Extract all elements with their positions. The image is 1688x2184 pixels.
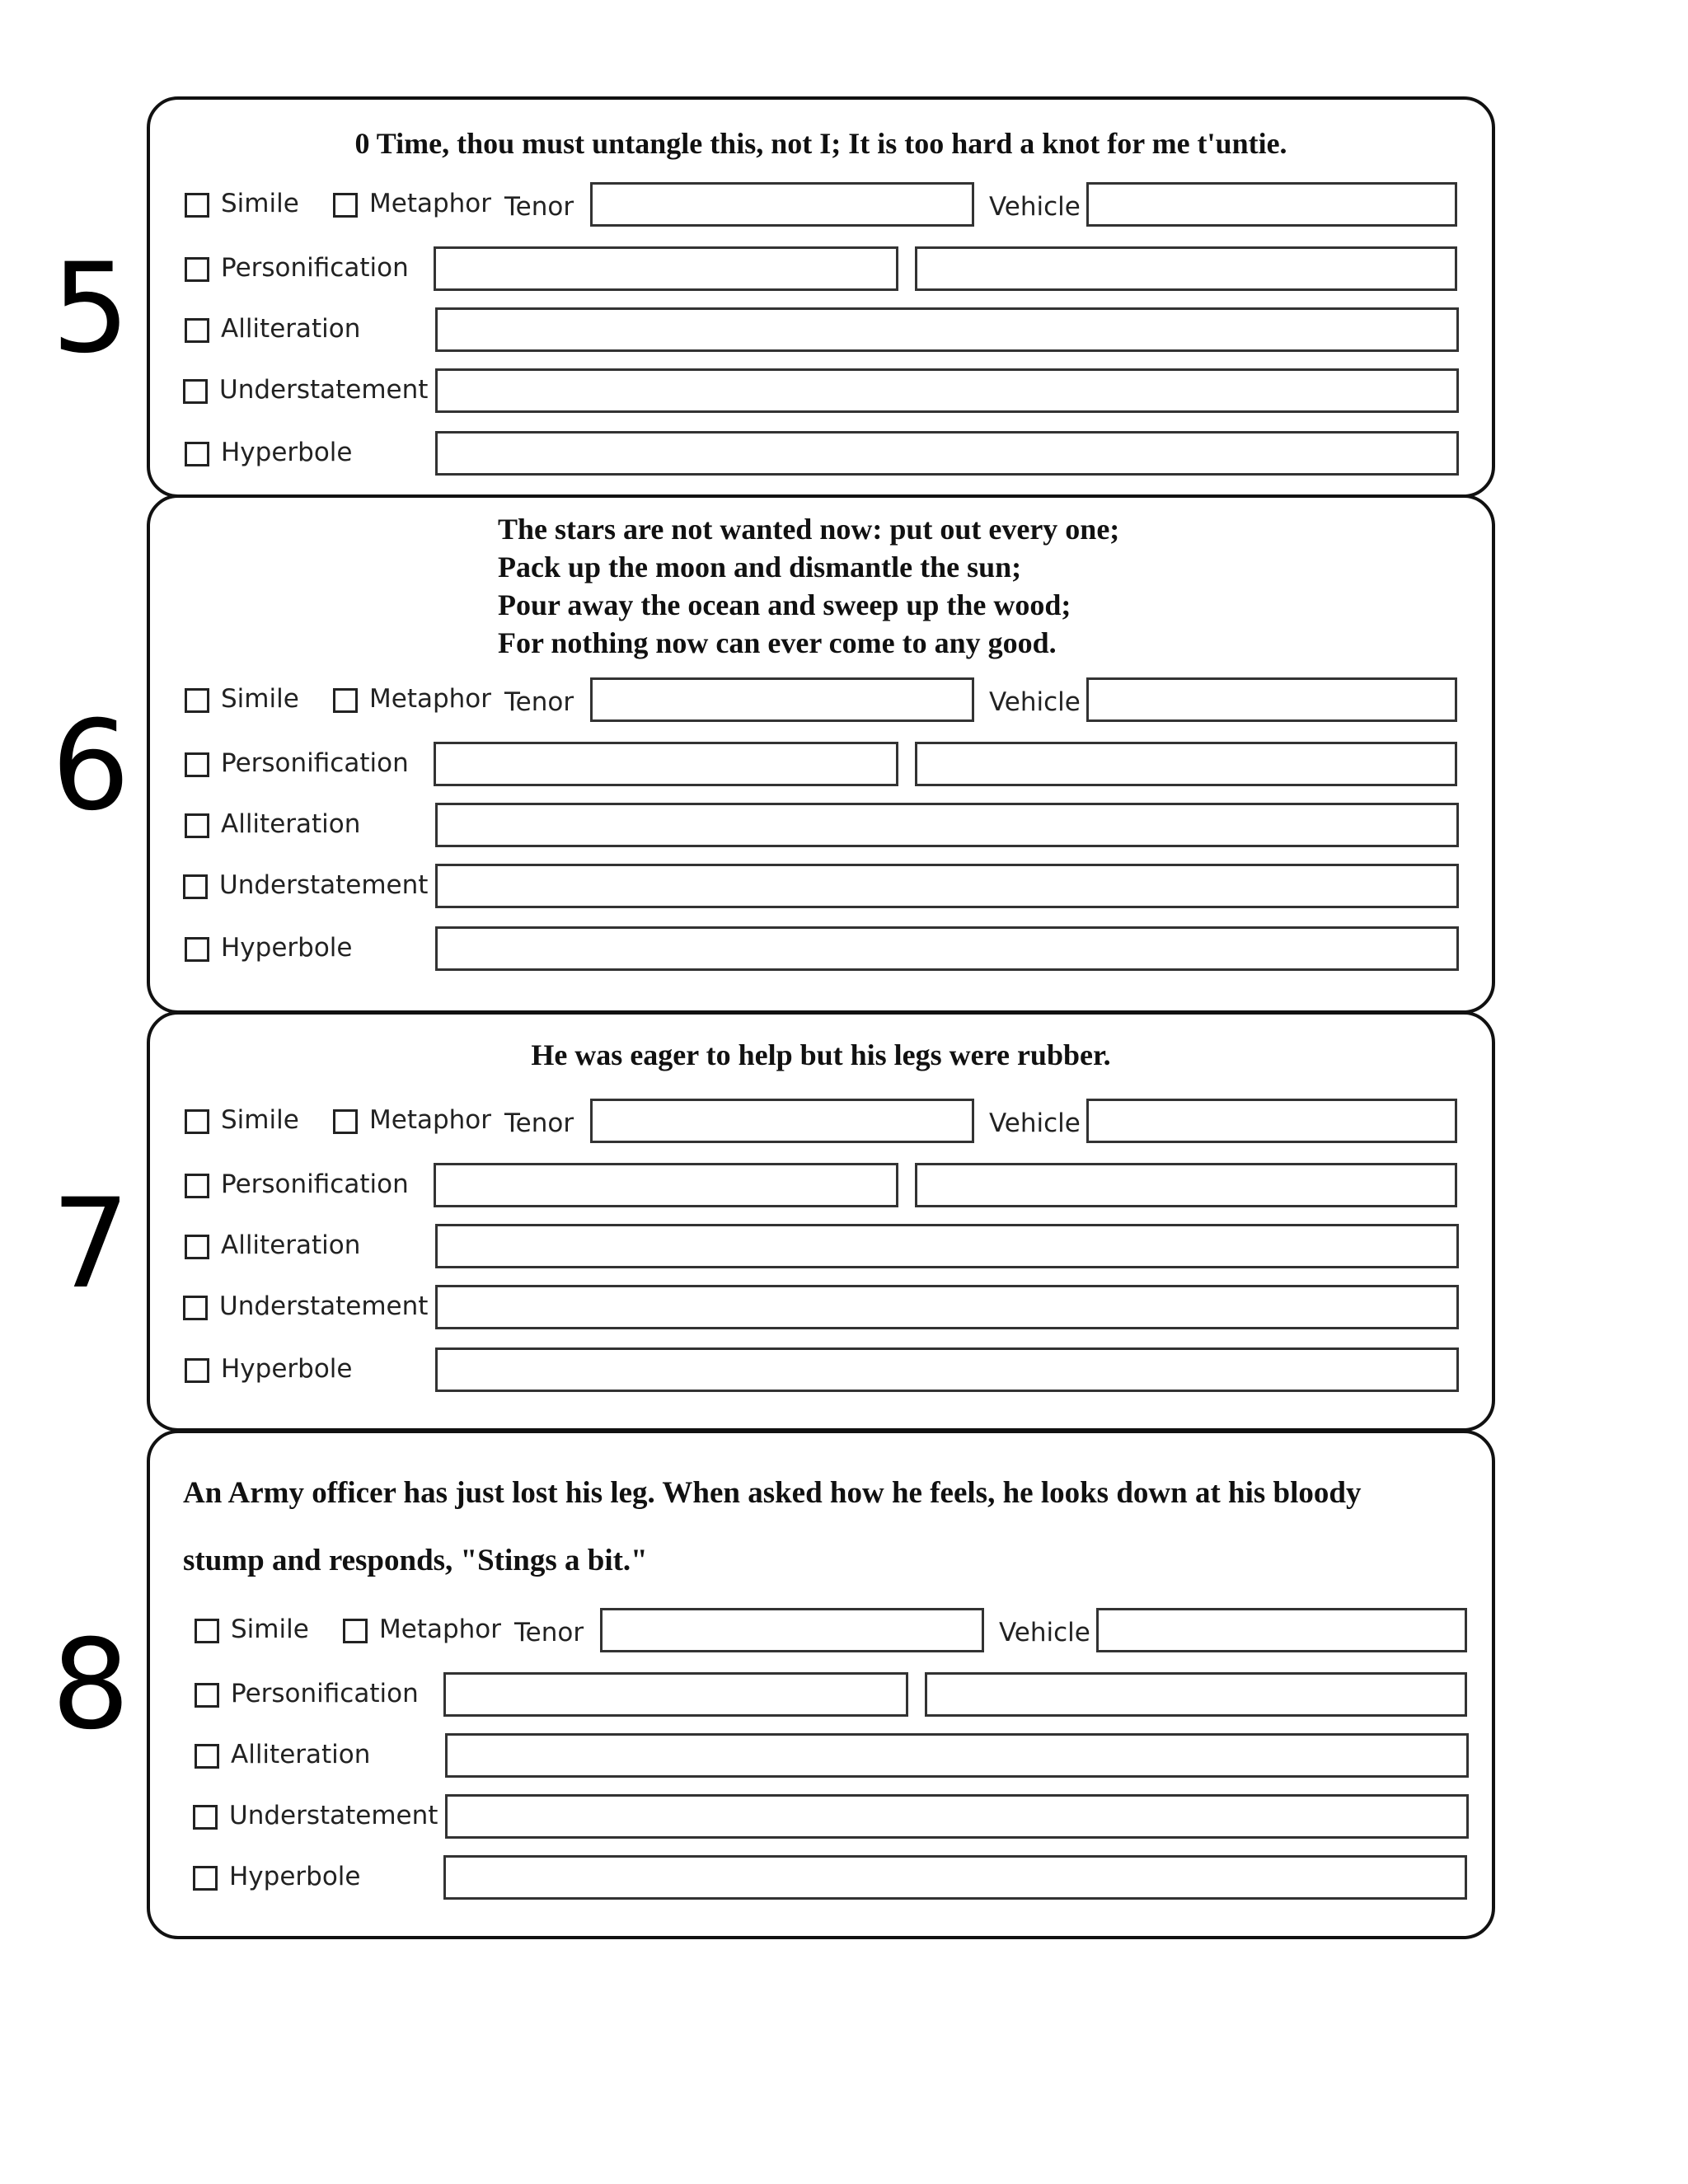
personification-label: Personification [231,1679,419,1708]
simile-label: Simile [231,1615,309,1644]
vehicle-label: Vehicle [999,1618,1090,1647]
vehicle-field[interactable] [1086,677,1457,722]
question-card [147,494,1495,1014]
alliteration-field[interactable] [435,803,1459,847]
alliteration-label: Alliteration [231,1740,371,1769]
prompt-line: Pack up the moon and dismantle the sun; [498,551,1022,583]
personification-label: Personification [221,253,409,283]
simile-checkbox[interactable] [185,688,209,713]
understatement-checkbox[interactable] [183,874,208,899]
prompt-text [498,510,1119,662]
personification-row [150,1163,1492,1209]
tenor-label: Tenor [514,1618,584,1647]
alliteration-checkbox[interactable] [195,1744,219,1769]
question-card [147,1430,1495,1939]
metaphor-checkbox[interactable] [343,1619,368,1643]
prompt-line: stump and responds, "Stings a bit." [183,1544,648,1577]
alliteration-field[interactable] [445,1733,1469,1778]
hyperbole-label: Hyperbole [221,1354,353,1384]
alliteration-row [150,307,1492,354]
understatement-field[interactable] [445,1794,1469,1839]
understatement-row [150,1285,1492,1331]
question-number: 7 [51,1173,130,1316]
hyperbole-label: Hyperbole [229,1862,361,1891]
alliteration-checkbox[interactable] [185,813,209,838]
vehicle-field[interactable] [1096,1608,1467,1652]
hyperbole-label: Hyperbole [221,933,353,963]
prompt-line: For nothing now can ever come to any good. [498,626,1057,659]
understatement-row [150,864,1492,910]
alliteration-label: Alliteration [221,809,361,839]
personification-field-1[interactable] [434,742,898,786]
hyperbole-row [150,926,1492,972]
metaphor-checkbox[interactable] [333,688,358,713]
hyperbole-checkbox[interactable] [185,442,209,466]
alliteration-field[interactable] [435,307,1459,352]
personification-field-1[interactable] [434,246,898,291]
question-number: 8 [51,1614,130,1757]
personification-label: Personification [221,1169,409,1199]
alliteration-row [150,1733,1492,1779]
hyperbole-row [150,1855,1492,1901]
hyperbole-field[interactable] [435,1347,1459,1392]
prompt-line: He was eager to help but his legs were rubber. [531,1038,1111,1071]
hyperbole-checkbox[interactable] [185,1358,209,1383]
vehicle-label: Vehicle [989,687,1081,717]
alliteration-checkbox[interactable] [185,1235,209,1259]
understatement-label: Understatement [219,870,429,900]
tenor-field[interactable] [590,182,974,227]
hyperbole-field[interactable] [443,1855,1467,1900]
personification-field-2[interactable] [925,1672,1467,1717]
metaphor-label: Metaphor [369,1105,492,1135]
tenor-field[interactable] [590,1099,974,1143]
personification-checkbox[interactable] [185,752,209,777]
personification-field-1[interactable] [443,1672,908,1717]
simile-metaphor-row [150,1099,1492,1145]
question-number: 6 [51,695,130,838]
personification-row [150,1672,1492,1718]
alliteration-field[interactable] [435,1224,1459,1268]
metaphor-checkbox[interactable] [333,1109,358,1134]
personification-field-2[interactable] [915,246,1457,291]
understatement-row [150,368,1492,415]
vehicle-field[interactable] [1086,1099,1457,1143]
simile-label: Simile [221,684,299,714]
metaphor-label: Metaphor [369,684,492,714]
simile-metaphor-row [150,182,1492,228]
prompt-line: Pour away the ocean and sweep up the wood; [498,588,1071,621]
question-card [147,96,1495,498]
simile-label: Simile [221,189,299,218]
personification-field-1[interactable] [434,1163,898,1207]
hyperbole-field[interactable] [435,926,1459,971]
personification-field-2[interactable] [915,1163,1457,1207]
prompt-line: The stars are not wanted now: put out every one; [498,513,1120,546]
understatement-label: Understatement [219,375,429,405]
understatement-label: Understatement [229,1801,438,1830]
simile-metaphor-row [150,677,1492,724]
simile-checkbox[interactable] [195,1619,219,1643]
understatement-checkbox[interactable] [183,1296,208,1320]
hyperbole-checkbox[interactable] [193,1866,218,1891]
personification-checkbox[interactable] [195,1683,219,1708]
alliteration-row [150,803,1492,849]
personification-checkbox[interactable] [185,1174,209,1198]
understatement-checkbox[interactable] [193,1805,218,1830]
understatement-checkbox[interactable] [183,379,208,404]
prompt-line: 0 Time, thou must untangle this, not I; It is too hard a knot for me t'untie. [354,127,1287,160]
alliteration-checkbox[interactable] [185,318,209,343]
question-card [147,1011,1495,1432]
vehicle-label: Vehicle [989,1108,1081,1138]
tenor-label: Tenor [504,192,574,222]
vehicle-label: Vehicle [989,192,1081,222]
prompt-text [150,126,1492,161]
simile-label: Simile [221,1105,299,1135]
alliteration-label: Alliteration [221,1230,361,1260]
hyperbole-row [150,431,1492,477]
understatement-field[interactable] [435,1285,1459,1329]
prompt-text [150,1038,1492,1072]
question-number: 5 [51,237,130,381]
personification-row [150,742,1492,788]
metaphor-checkbox[interactable] [333,193,358,218]
metaphor-label: Metaphor [379,1615,502,1644]
personification-label: Personification [221,748,409,778]
prompt-line: An Army officer has just lost his leg. When asked how he feels, he looks down at his bloody [183,1476,1362,1510]
simile-checkbox[interactable] [185,193,209,218]
metaphor-label: Metaphor [369,189,492,218]
hyperbole-checkbox[interactable] [185,937,209,962]
understatement-field[interactable] [435,368,1459,413]
understatement-label: Understatement [219,1291,429,1321]
personification-field-2[interactable] [915,742,1457,786]
personification-checkbox[interactable] [185,257,209,282]
understatement-field[interactable] [435,864,1459,908]
personification-row [150,246,1492,293]
tenor-label: Tenor [504,687,574,717]
prompt-text [183,1460,1361,1595]
hyperbole-row [150,1347,1492,1394]
simile-metaphor-row [150,1608,1492,1654]
vehicle-field[interactable] [1086,182,1457,227]
tenor-field[interactable] [600,1608,984,1652]
simile-checkbox[interactable] [185,1109,209,1134]
hyperbole-label: Hyperbole [221,438,353,467]
understatement-row [150,1794,1492,1840]
alliteration-label: Alliteration [221,314,361,344]
tenor-label: Tenor [504,1108,574,1138]
tenor-field[interactable] [590,677,974,722]
alliteration-row [150,1224,1492,1270]
hyperbole-field[interactable] [435,431,1459,476]
